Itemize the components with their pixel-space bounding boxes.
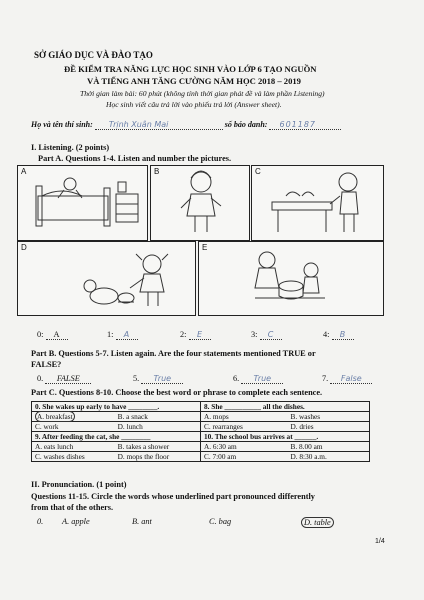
section2-instr-line1: Questions 11-15. Circle the words whose underlined part pronounced differently (31, 492, 315, 501)
option-9c[interactable]: C. washes dishes (32, 452, 115, 462)
answer-0 (37, 330, 68, 340)
time-note: Thời gian làm bài: 60 phút (không tính thời gian phát đề và làm phần Listening) (80, 89, 325, 98)
partB-answer-6 (233, 374, 283, 384)
number-field[interactable]: 601187 (269, 120, 341, 130)
answer-num: 3: (251, 330, 258, 339)
answer-field[interactable]: FALSE (45, 374, 91, 384)
answer-num: 6. (233, 374, 240, 383)
picture-box-d (17, 241, 196, 316)
question-0: 0. She wakes up early to have ________. (32, 402, 201, 412)
exam-title-line1: ĐỀ KIỂM TRA NĂNG LỰC HỌC SINH VÀO LỚP 6 TẠO NGUỒN (64, 64, 317, 74)
girl-cats-picture (18, 242, 195, 315)
cooking-picture (199, 242, 383, 315)
partB-answer-5 (133, 374, 183, 384)
option-apple[interactable]: A. apple (62, 517, 90, 526)
option-0d[interactable]: D. lunch (115, 422, 201, 432)
answer-4 (323, 330, 354, 340)
option-10c[interactable]: C. 7:00 am (200, 452, 287, 462)
bed-picture (18, 166, 147, 240)
option-10b[interactable]: B. 8.00 am (287, 442, 369, 452)
option-table[interactable]: D. table (301, 517, 334, 528)
picture-box-b (150, 165, 250, 241)
section1-title: I. Listening. (2 points) (31, 143, 110, 152)
department: SỞ GIÁO DỤC VÀ ĐÀO TẠO (34, 50, 153, 60)
answer-num: 2: (180, 330, 187, 339)
option-8c[interactable]: C. rearranges (200, 422, 287, 432)
page-number: 1/4 (375, 538, 385, 545)
answer-note: Học sinh viết câu trả lời vào phiếu trả lời (Answer sheet). (106, 100, 282, 109)
partC-title: Part C. Questions 8-10. Choose the best word or phrase to complete each sentence. (31, 388, 323, 397)
partA-title: Part A. Questions 1-4. Listen and number the pictures. (38, 154, 232, 163)
question-8: 8. She __________ all the dishes. (200, 402, 369, 412)
option-8d[interactable]: D. dries (287, 422, 369, 432)
boy-table-picture (252, 166, 383, 240)
section2-title: II. Pronunciation. (1 point) (31, 480, 127, 489)
answer-field[interactable]: C (260, 330, 282, 340)
partB-title-line2: FALSE? (31, 360, 62, 369)
picture-label: E (202, 243, 208, 252)
option-8b[interactable]: B. washes (287, 412, 369, 422)
option-8a[interactable]: A. mops (200, 412, 287, 422)
picture-box-e (198, 241, 384, 316)
answer-field[interactable]: E (189, 330, 211, 340)
option-10d[interactable]: D. 8:30 a.m. (287, 452, 369, 462)
answer-field[interactable]: B (332, 330, 354, 340)
partB-title-line1: Part B. Questions 5-7. Listen again. Are the four statements mentioned TRUE or (31, 349, 316, 358)
partB-answer-0 (37, 374, 91, 384)
name-field[interactable]: Trịnh Xuân Mai (95, 120, 223, 130)
section2-instr-line2: from that of the others. (31, 503, 114, 512)
picture-label: C (255, 167, 261, 176)
answer-num: 4: (323, 330, 330, 339)
question-9: 9. After feeding the cat, she ________ (32, 432, 201, 442)
answer-field[interactable]: A (46, 330, 68, 340)
answer-num: 1: (107, 330, 114, 339)
q0-number: 0. (37, 517, 44, 526)
option-0b[interactable]: B. a snack (115, 412, 201, 422)
option-9a[interactable]: A. eats lunch (32, 442, 115, 452)
student-info-row (31, 120, 401, 130)
answer-field[interactable]: A (116, 330, 138, 340)
partC-table (31, 401, 370, 462)
answer-2 (180, 330, 211, 340)
girl-picture (151, 166, 249, 240)
option-10a[interactable]: A. 6:30 am (200, 442, 287, 452)
answer-field[interactable]: True (241, 374, 283, 384)
question-10: 10. The school bus arrives at ______. (200, 432, 369, 442)
option-bag[interactable]: C. bag (209, 517, 232, 526)
name-label: Họ và tên thí sinh: (31, 120, 93, 129)
option-9d[interactable]: D. mops the floor (115, 452, 201, 462)
picture-label: D (21, 243, 27, 252)
picture-box-a (17, 165, 148, 241)
option-9b[interactable]: B. takes a shower (115, 442, 201, 452)
picture-box-c (251, 165, 384, 241)
answer-num: 5. (133, 374, 140, 383)
partB-answer-7 (322, 374, 372, 384)
answer-field[interactable]: False (330, 374, 372, 384)
answer-num: 0: (37, 330, 44, 339)
answer-field[interactable]: True (141, 374, 183, 384)
picture-label: A (21, 167, 27, 176)
option-0a[interactable]: A. breakfast (32, 412, 115, 422)
exam-title-line2: VÀ TIẾNG ANH TĂNG CƯỜNG NĂM HỌC 2018 – 2019 (87, 76, 301, 86)
option-0c[interactable]: C. work (32, 422, 115, 432)
answer-num: 7. (322, 374, 329, 383)
answer-1 (107, 330, 138, 340)
answer-3 (251, 330, 282, 340)
answer-num: 0. (37, 374, 44, 383)
number-label: số báo danh: (224, 120, 268, 129)
picture-label: B (154, 167, 160, 176)
option-ant[interactable]: B. ant (132, 517, 152, 526)
